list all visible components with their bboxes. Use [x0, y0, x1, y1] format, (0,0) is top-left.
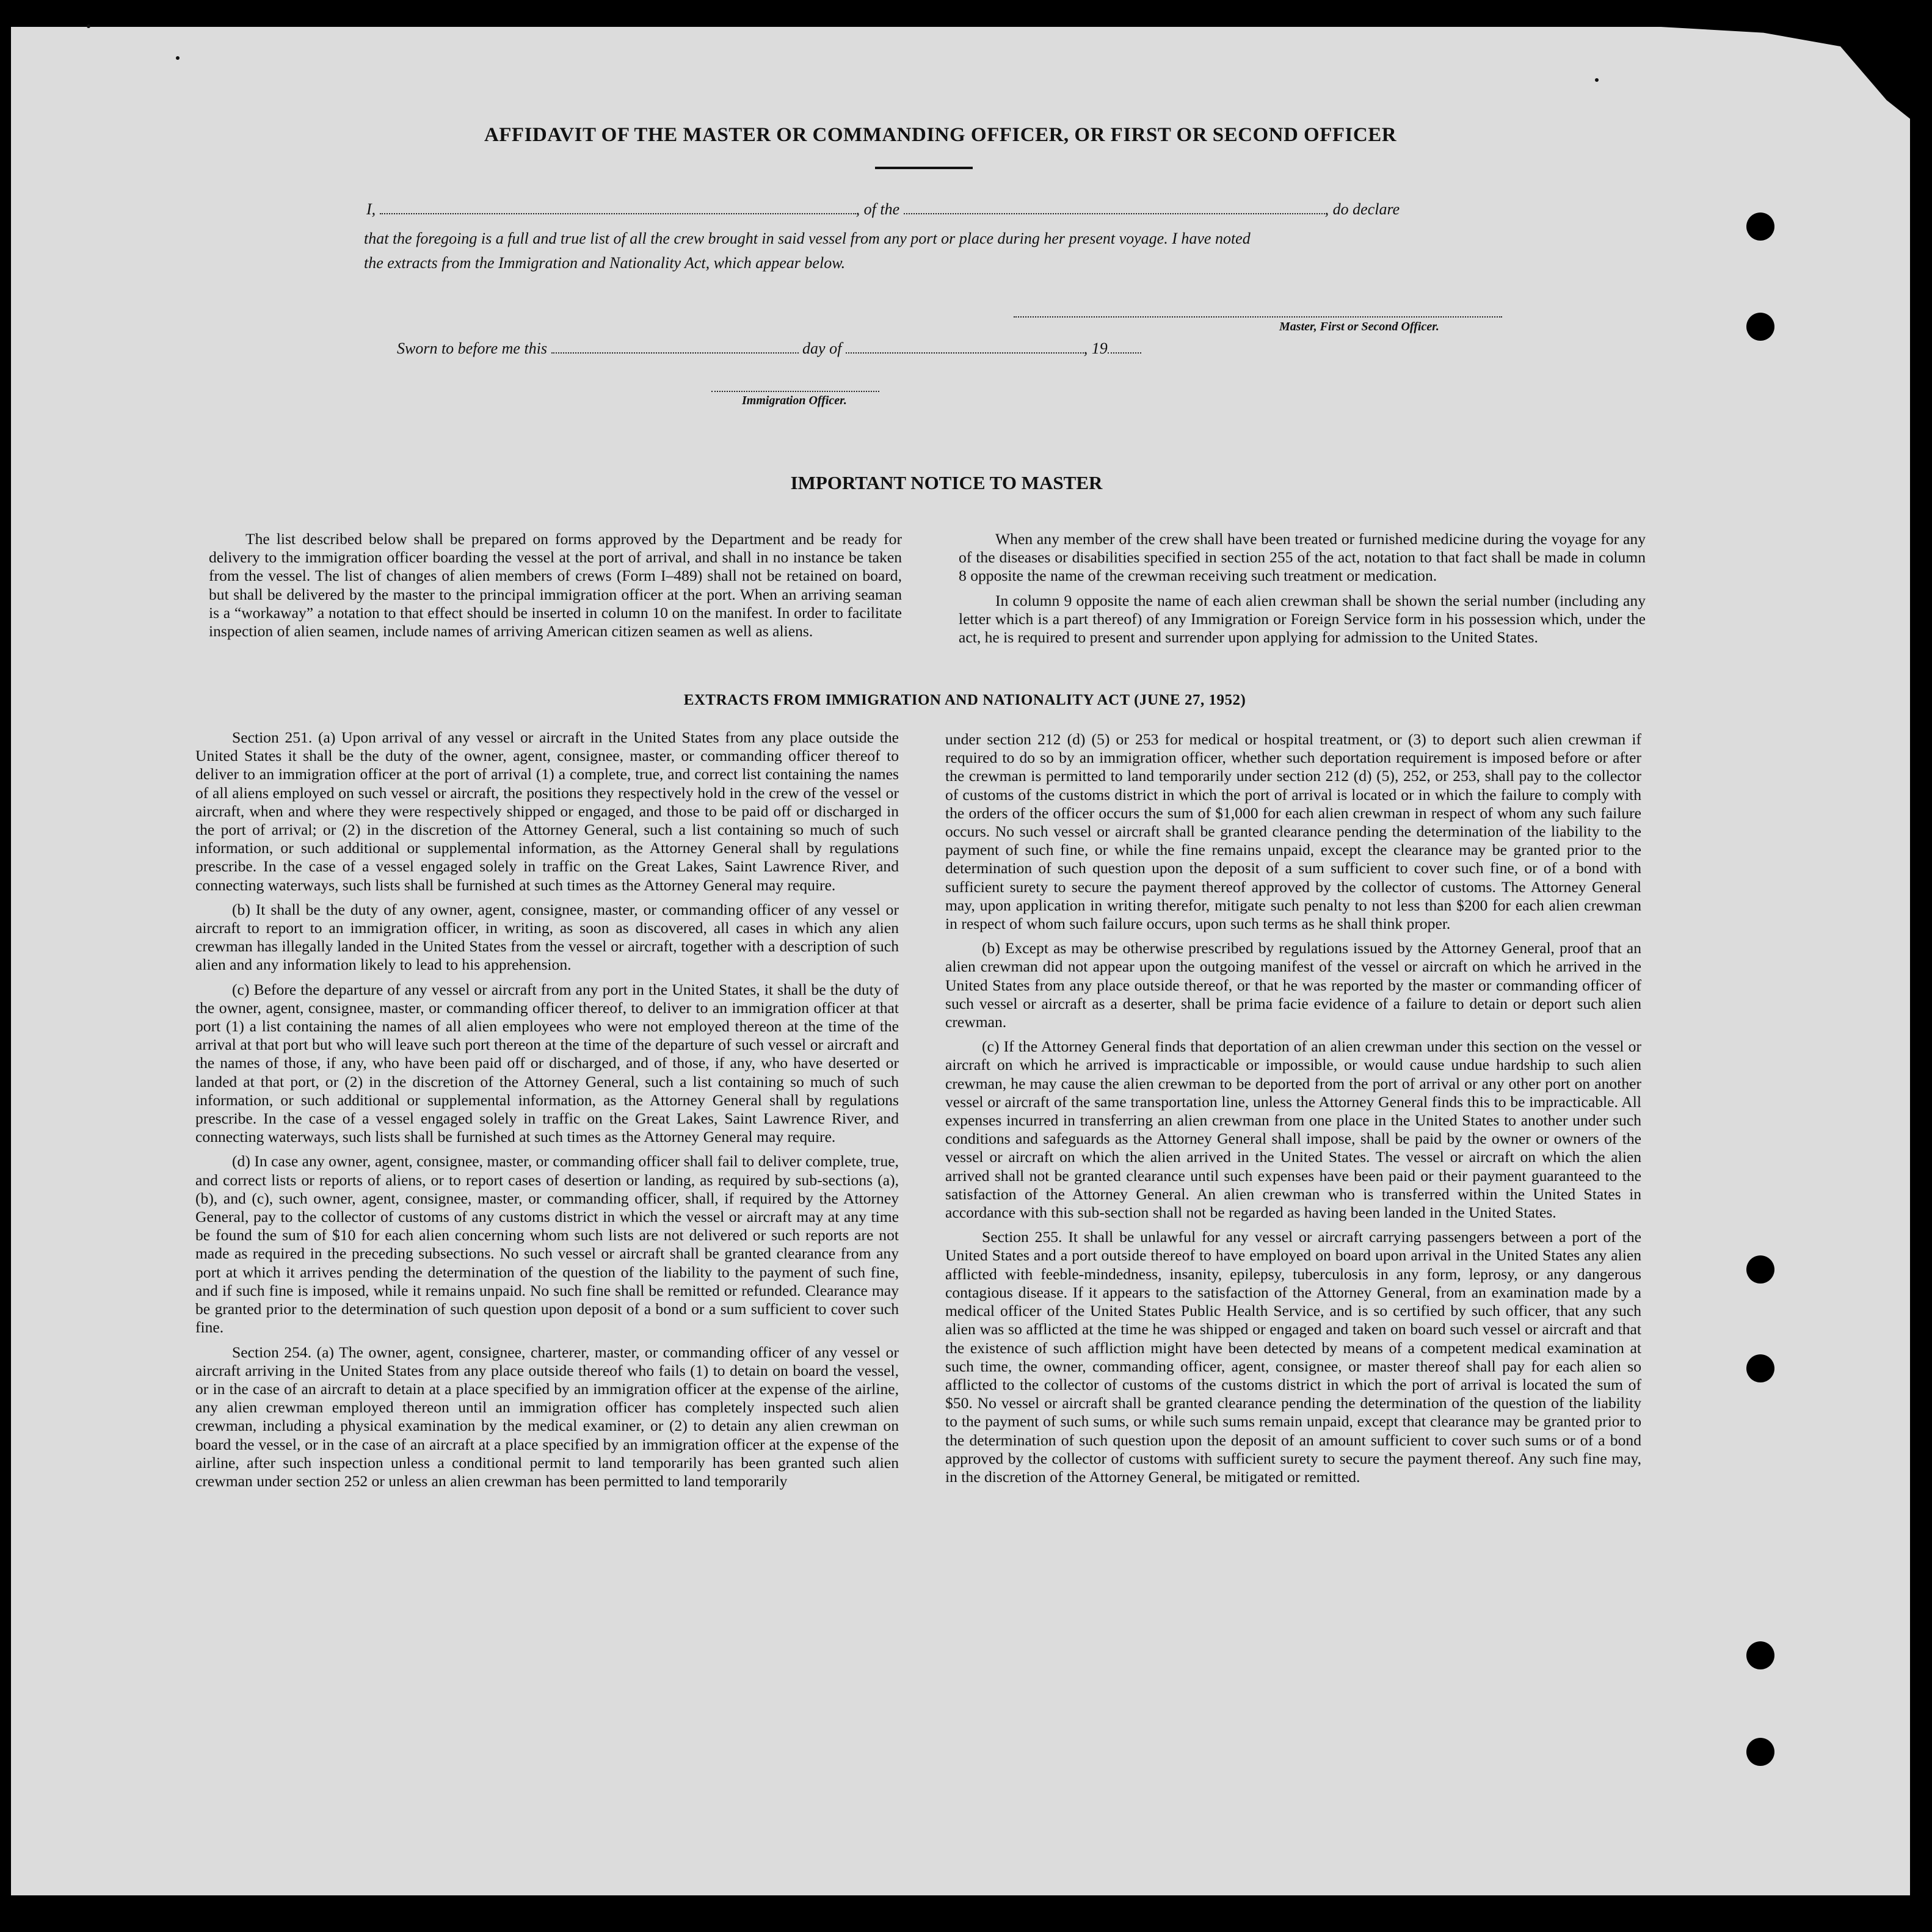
notice-right-paragraph-1: When any member of the crew shall have been treated or furnished medicine during the voyage for any of the diseases or disabilities specified in section 255 of the act, notation to that fact shall be made in column 8 opposite the name of the crewman receiving such treatment or medication. [959, 530, 1646, 585]
punch-hole [1746, 1738, 1774, 1766]
sworn-text: Sworn to before me this [397, 340, 548, 357]
month-blank[interactable] [846, 341, 1084, 354]
statement-line-1: that the foregoing is a full and true list of all the crew brought in said vessel from any port or place during her present voyage. I have noted [364, 230, 1251, 247]
speck [176, 56, 180, 60]
punch-hole [1746, 212, 1774, 241]
sworn-day-blank[interactable] [551, 341, 799, 354]
section-251-b: (b) It shall be the duty of any owner, agent, consignee, master, or commanding officer of any vessel or aircraft to report to an immigration officer, in writing, as soon as discovered, all cases in which any alien crewman has illegally landed in the United States from the vessel or aircraft, together with a description of such alien and any information likely to lead to his apprehension. [195, 900, 899, 974]
master-signature-line[interactable] [1014, 316, 1502, 318]
master-caption: Master, First or Second Officer. [1279, 320, 1439, 333]
section-254-b: (b) Except as may be otherwise prescribed by regulations issued by the Attorney General, proof that an alien crewman did not appear upon the outgoing manifest of the vessel or aircraft on which he arrived in the United States from any place outside thereof, or that he was reported by the master or commanding officer of such vessel or aircraft as a deserter, shall be prima facie evidence of a failure to detain or deport such alien crewman. [945, 939, 1641, 1031]
declare-end: , do declare [1324, 200, 1400, 218]
statement-line-2: the extracts from the Immigration and Nationality Act, which appear below. [364, 254, 846, 272]
section-254-a-continued: under section 212 (d) (5) or 253 for medical or hospital treatment, or (3) to deport such alien crewman if required to do so by an immigration officer, whether such deportation requirement is imposed before or after the crewman is permitted to land temporarily under section 212 (d) (5), 252, or 253, shall pay to the collector of customs of the customs district in which the port of arrival is located or in which the failure to comply with the orders of the officer occurs the sum of $1,000 for each alien crewman in respect of whom any such failure occurs. No such vessel or aircraft shall be granted clearance pending the determination of the liability to the payment of such fine, or while the fine remains unpaid, except the clearance may be granted prior to the determination of such question upon the deposit of a sum sufficient to cover such fine, or of a bond with sufficient surety to secure the payment thereof approved by the collector of customs. The Attorney General may, upon application in writing therefor, mitigate such penalty to not less than $200 for each alien crewman in respect of whom such failure occurs, upon such terms as he shall think proper. [945, 730, 1641, 933]
speck [87, 24, 90, 28]
officer-signature-line[interactable] [711, 391, 879, 392]
section-254-c: (c) If the Attorney General finds that deportation of an alien crewman under this section on the vessel or aircraft on which he arrived is impracticable or impossible, or would cause undue hardship to such alien crewman, he may cause the alien crewman to be deported from the port of arrival or any other port on another vessel or aircraft of the same transportation line, unless the Attorney General finds this to be impracticable. All expenses incurred in transferring an alien crewman from one place in the United States to another under such conditions and safeguards as the Attorney General shall impose, shall be paid by the owner or owners of the vessel or aircraft on which the alien arrived in the United States. The vessel or aircraft on which the alien arrived shall not be granted clearance until such expenses have been paid or their payment guaranteed to the satisfaction of the Attorney General. An alien crewman who is transferred within the United States in accordance with this sub-section shall not be regarded as having been landed in the United States. [945, 1037, 1641, 1222]
punch-hole [1746, 313, 1774, 341]
section-251-d: (d) In case any owner, agent, consignee, master, or commanding officer shall fail to deliver complete, true, and correct lists or reports of aliens, or to report cases of desertion or landing, as required by sub-sections (a), (b), and (c), such owner, agent, consignee, master, or commanding officer, shall, if required by the Attorney General, pay to the collector of customs of any customs district in which the vessel or aircraft may at any time be found the sum of $10 for each alien concerning whom such lists are not delivered or such reports are not made as required in the preceding subsections. No such vessel or aircraft shall be granted clearance from any port at which it arrives pending the determination of the question of the liability to the payment of such fine, and if such fine is imposed, while it remains unpaid. No such fine shall be remitted or refunded. Clearance may be granted prior to the determination of such question upon deposit of a bond or a sum sufficient to cover such fine. [195, 1152, 899, 1337]
affidavit-title: AFFIDAVIT OF THE MASTER OR COMMANDING OFFICER, OR FIRST OR SECOND OFFICER [484, 124, 1397, 146]
notice-right-paragraph-2: In column 9 opposite the name of each alien crewman shall be shown the serial number (including any letter which is a part thereof) of any Immigration or Foreign Service form in his possession which, under the act, he is required to present and surrender upon applying for admission to the United States. [959, 591, 1646, 647]
title-rule [875, 167, 973, 169]
day-of: day of [802, 340, 842, 357]
speck [1595, 78, 1599, 82]
declaration-line [366, 200, 1400, 219]
year-prefix: , 19 [1083, 340, 1108, 357]
name-blank[interactable] [380, 202, 856, 214]
notice-left-paragraph: The list described below shall be prepared on forms approved by the Department and be ready for delivery to the immigration officer boarding the vessel at the port of arrival, and shall in no instance be taken from the vessel. The list of changes of alien members of crews (Form I–489) shall not be retained on board, but shall be delivered by the master to the principal immigration officer at the port. When an arriving seaman is a “workaway” a notation to that effect should be inserted in column 10 on the manifest. In order to facilitate inspection of alien seamen, include names of arriving American citizen seamen as well as aliens. [209, 530, 902, 641]
section-255: Section 255. It shall be unlawful for any vessel or aircraft carrying passengers between a port of the United States and a port outside thereof to have employed on board upon arrival in the United States any alien afflicted with feeble-mindedness, insanity, epilepsy, tuberculosis in any form, leprosy, or any dangerous contagious disease. If it appears to the satisfaction of the Attorney General, from an examination made by a medical officer of the United States Public Health Service, and is so certified by such officer, that any such alien was so afflicted at the time he was shipped or engaged and taken on board such vessel or aircraft and that the existence of such affliction might have been detected by means of a competent medical examination at such time, the owner, commanding officer, agent, consignee, or master thereof shall pay for each alien so afflicted to the collector of customs of the customs district in which the port of arrival is located the sum of $50. No vessel or aircraft shall be granted clearance pending the determination of the question of the liability to the payment of such sums, or while such sums remain unpaid, except that clearance may be granted prior to the determination of such question upon the deposit of an amount sufficient to cover such sums or of a bond approved by the collector of customs with sufficient surety to secure the payment thereof. Any such fine may, in the discretion of the Attorney General, be mitigated or remitted. [945, 1228, 1641, 1486]
extracts-right-column [945, 730, 1641, 1492]
notice-left-column [209, 530, 902, 647]
notice-title: IMPORTANT NOTICE TO MASTER [790, 472, 1103, 493]
declare-i: I, [366, 200, 376, 218]
extracts-left-column [195, 728, 899, 1497]
punch-hole [1746, 1641, 1774, 1669]
declare-of-the: , of the [855, 200, 900, 218]
section-254-a: Section 254. (a) The owner, agent, consignee, charterer, master, or commanding officer of any vessel or aircraft arriving in the United States from any place outside thereof who fails (1) to detain on board the vessel, or in the case of an aircraft to detain at a place specified by an immigration officer at the expense of the airline, any alien crewman employed thereon until an immigration officer has completely inspected such alien crewman, including a physical examination by the medical examiner, or (2) to detain any alien crewman on board the vessel, or in the case of an aircraft at a place specified by an immigration officer at the expense of the airline, after such inspection unless a conditional permit to land temporarily has been granted such alien crewman under section 252 or unless an alien crewman has been permitted to land temporarily [195, 1343, 899, 1490]
section-251-c: (c) Before the departure of any vessel or aircraft from any port in the United States, it shall be the duty of the owner, agent, consignee, master, or commanding officer thereof, to deliver to an immigration officer at that port (1) a list containing the names of all alien employees who were not employed thereon at the time of the arrival at that port but who will leave such port thereon at the time of the departure of such vessel or aircraft and the names of those, if any, who have been paid off or discharged, and of those, if any, who have deserted or landed at that port, or (2) in the discretion of the Attorney General, such a list containing so much of such information, or such additional or supplemental information, as the Attorney General shall by regulations prescribe. In the case of a vessel engaged solely in traffic on the Great Lakes, Saint Lawrence River, and connecting waterways, such lists shall be furnished at such times as the Attorney General may require. [195, 980, 899, 1146]
extracts-title: EXTRACTS FROM IMMIGRATION AND NATIONALITY ACT (JUNE 27, 1952) [683, 692, 1246, 708]
vessel-blank[interactable] [904, 202, 1325, 214]
section-251-a: Section 251. (a) Upon arrival of any vessel or aircraft in the United States from any place outside the United States it shall be the duty of the owner, agent, consignee, master, or commanding officer thereof to deliver to an immigration officer at the port of arrival (1) a complete, true, and correct list containing the names of all aliens employed on such vessel or aircraft, the positions they respectively hold in the crew of the vessel or aircraft, when and where they were respectively shipped or engaged, and those to be paid off or discharged in the port of arrival; or (2) in the discretion of the Attorney General, such a list containing so much of such information, or such additional or supplemental information, as the Attorney General shall by regulations prescribe. In the case of a vessel engaged solely in traffic on the Great Lakes, Saint Lawrence River, and connecting waterways, such lists shall be furnished at such times as the Attorney General may require. [195, 728, 899, 894]
year-blank[interactable] [1108, 341, 1141, 354]
punch-hole [1746, 1354, 1774, 1382]
sworn-line [397, 340, 1141, 358]
notice-right-column [959, 530, 1646, 653]
officer-caption: Immigration Officer. [742, 394, 847, 407]
punch-hole [1746, 1255, 1774, 1284]
